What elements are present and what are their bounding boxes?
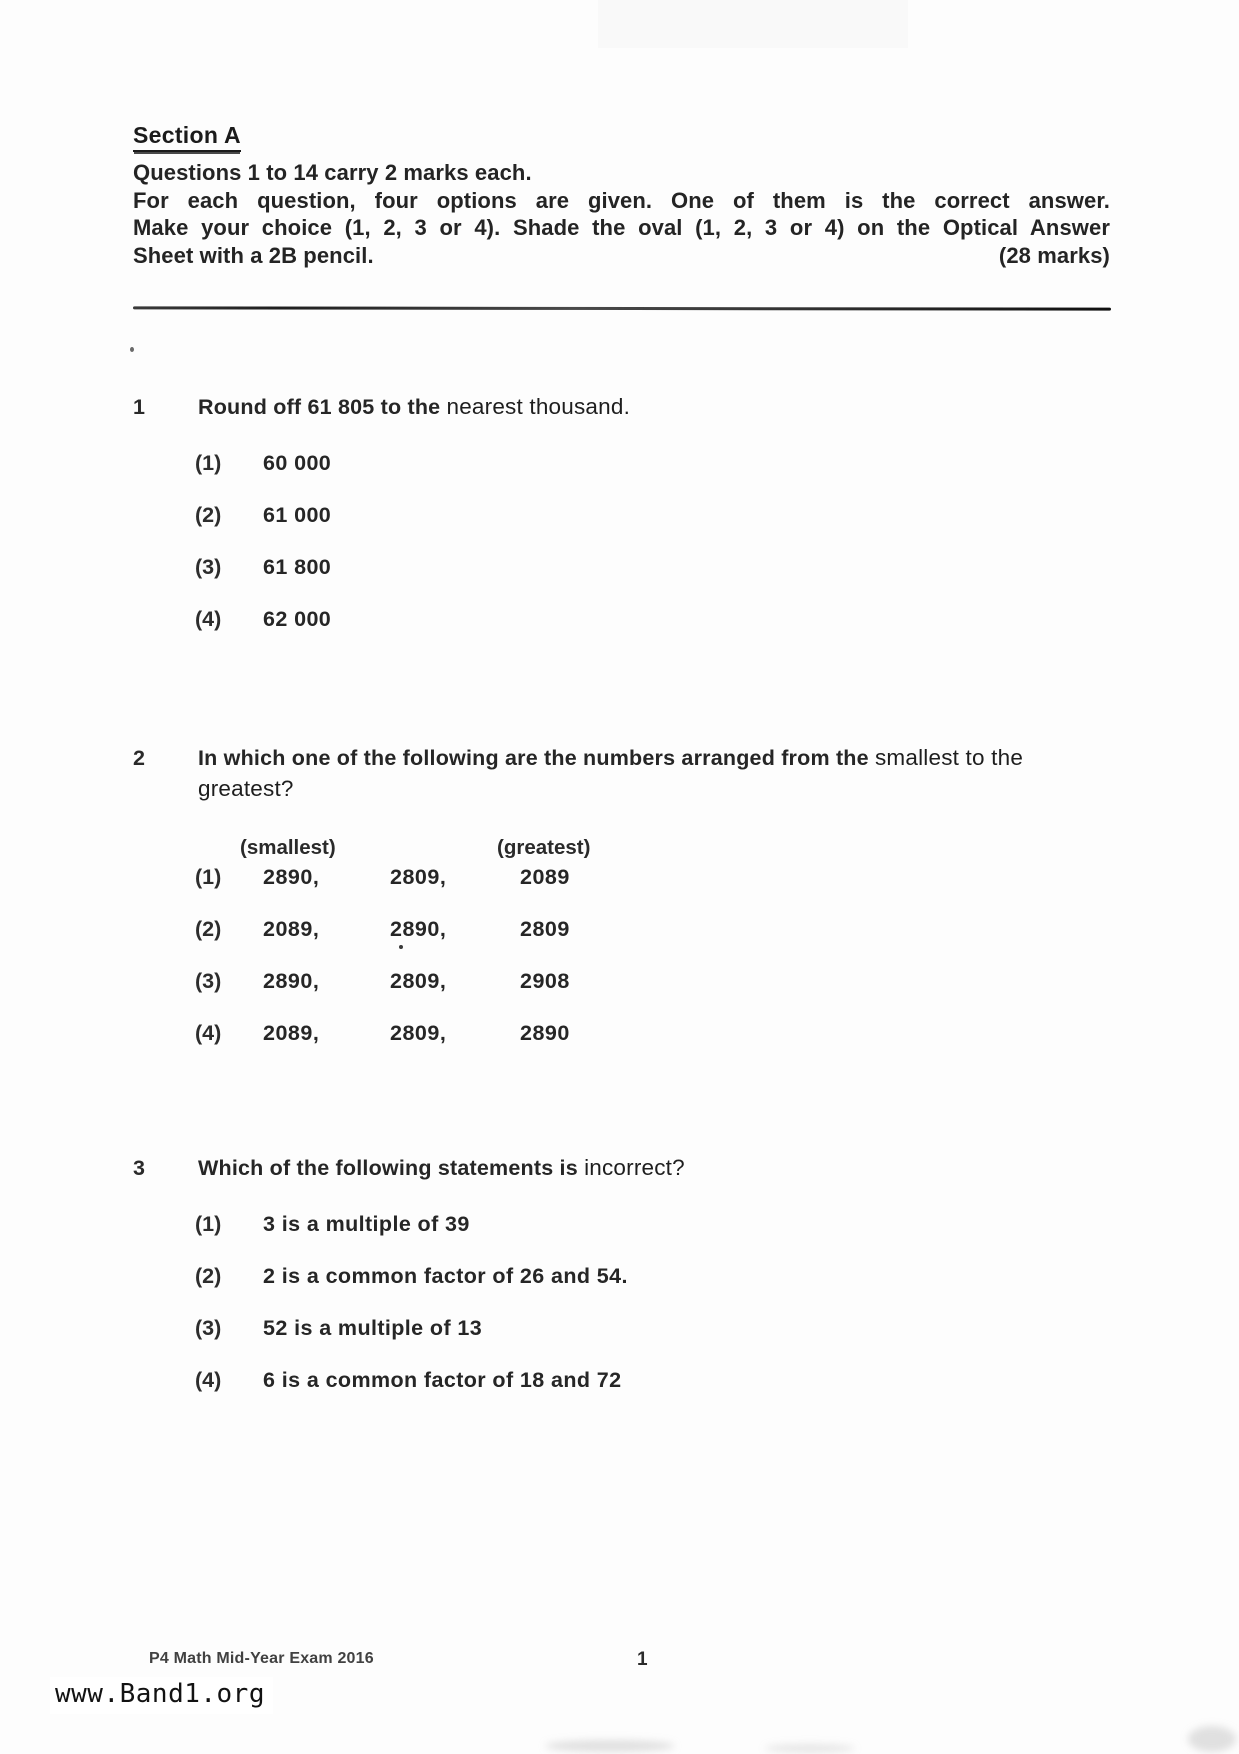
scan-smudge	[545, 1740, 675, 1752]
option-label: (3)	[195, 555, 222, 579]
sort-order-headers	[133, 836, 1128, 858]
column-header-smallest: (smallest)	[240, 836, 336, 859]
number-cell: 2089,	[263, 917, 320, 941]
option-row	[133, 452, 1128, 475]
question-text-tail: incorrect?	[584, 1155, 685, 1180]
option-label: (4)	[195, 1021, 222, 1045]
option-row	[133, 556, 1128, 579]
section-title: Section A	[133, 122, 241, 152]
question-text: Round off 61 805 to the nearest thousand.	[198, 394, 631, 419]
option-row	[133, 1317, 1128, 1340]
watermark-url: www.Band1.org	[50, 1677, 273, 1714]
number-cell: 2890,	[263, 969, 320, 993]
question-text-tail: smallest to the	[874, 745, 1024, 770]
instruction-line-4-text: Sheet with a 2B pencil.	[133, 242, 374, 268]
number-cell: 2809	[520, 917, 570, 941]
number-cell: 2809,	[390, 865, 447, 889]
option-label: (3)	[195, 1316, 222, 1340]
option-label: (2)	[195, 503, 222, 527]
footer-exam-label: P4 Math Mid-Year Exam 2016	[149, 1650, 374, 1667]
question-block-2	[133, 746, 1128, 1045]
column-header-greatest: (greatest)	[497, 836, 591, 859]
question-number: 3	[133, 1156, 145, 1180]
option-text: 3 is a multiple of 39	[263, 1212, 470, 1236]
option-value: 61 800	[263, 555, 332, 579]
question-text-continuation: greatest?	[198, 776, 294, 801]
question-block-3	[133, 1156, 1128, 1392]
option-label: (1)	[195, 1212, 222, 1236]
question-3-line	[133, 1156, 1128, 1180]
instruction-line-2: For each question, four options are given. One of them is the correct answer.	[133, 187, 1110, 213]
question-2-line-2	[133, 777, 1128, 801]
number-cell: 2809,	[390, 1021, 447, 1045]
option-text: 52 is a multiple of 13	[263, 1316, 483, 1340]
instruction-line-1: Questions 1 to 14 carry 2 marks each.	[133, 160, 532, 185]
question-text-tail: nearest thousand.	[446, 394, 631, 419]
option-row	[133, 1213, 1128, 1236]
option-label: (3)	[195, 969, 222, 993]
marks-note: (28 marks)	[998, 242, 1110, 268]
question-text: Which of the following statements is incorrect?	[198, 1155, 685, 1180]
option-value: 61 000	[263, 503, 332, 527]
option-row	[133, 504, 1128, 527]
instruction-line-4	[133, 242, 1110, 270]
question-block-1	[133, 395, 1128, 631]
number-cell: 2089	[520, 865, 570, 889]
option-value: 62 000	[263, 607, 332, 631]
number-cell: 2089,	[263, 1021, 320, 1045]
option-label: (2)	[195, 1264, 222, 1288]
number-cell: 2890,	[390, 918, 446, 941]
number-cell: 2908	[520, 969, 570, 993]
option-value: 60 000	[263, 451, 332, 475]
option-row	[133, 1369, 1128, 1392]
page-number: 1	[637, 1649, 648, 1670]
number-cell: 2809,	[390, 969, 447, 993]
option-text: 6 is a common factor of 18 and 72	[263, 1368, 622, 1392]
question-2-line-1	[133, 746, 1128, 770]
question-text: In which one of the following are the numbers arranged from the smallest to the	[198, 745, 1024, 770]
scan-artifact-dot	[130, 347, 134, 352]
option-row	[133, 1022, 1128, 1045]
option-row	[133, 918, 1128, 941]
option-label: (1)	[195, 451, 222, 475]
section-divider	[133, 306, 1111, 310]
instruction-line-3: Make your choice (1, 2, 3 or 4). Shade the oval (1, 2, 3 or 4) on the Optical Answer	[133, 215, 1110, 240]
option-row	[133, 1265, 1128, 1288]
scan-tone-patch	[598, 0, 908, 48]
option-label: (1)	[195, 865, 222, 889]
number-cell: 2890,	[263, 865, 320, 889]
option-row	[133, 866, 1128, 889]
scan-smudge	[1188, 1726, 1236, 1752]
option-label: (4)	[195, 1368, 222, 1392]
scan-artifact-dot	[399, 945, 403, 949]
option-row	[133, 970, 1128, 993]
question-1-line	[133, 395, 1128, 419]
option-text: 2 is a common factor of 26 and 54.	[263, 1264, 628, 1288]
section-header	[133, 122, 1110, 269]
scan-smudge	[765, 1744, 855, 1753]
number-cell: 2890	[520, 1021, 570, 1045]
option-label: (4)	[195, 607, 222, 631]
option-label: (2)	[195, 917, 222, 941]
question-number: 2	[133, 746, 145, 770]
question-number: 1	[133, 395, 145, 419]
option-row	[133, 608, 1128, 631]
